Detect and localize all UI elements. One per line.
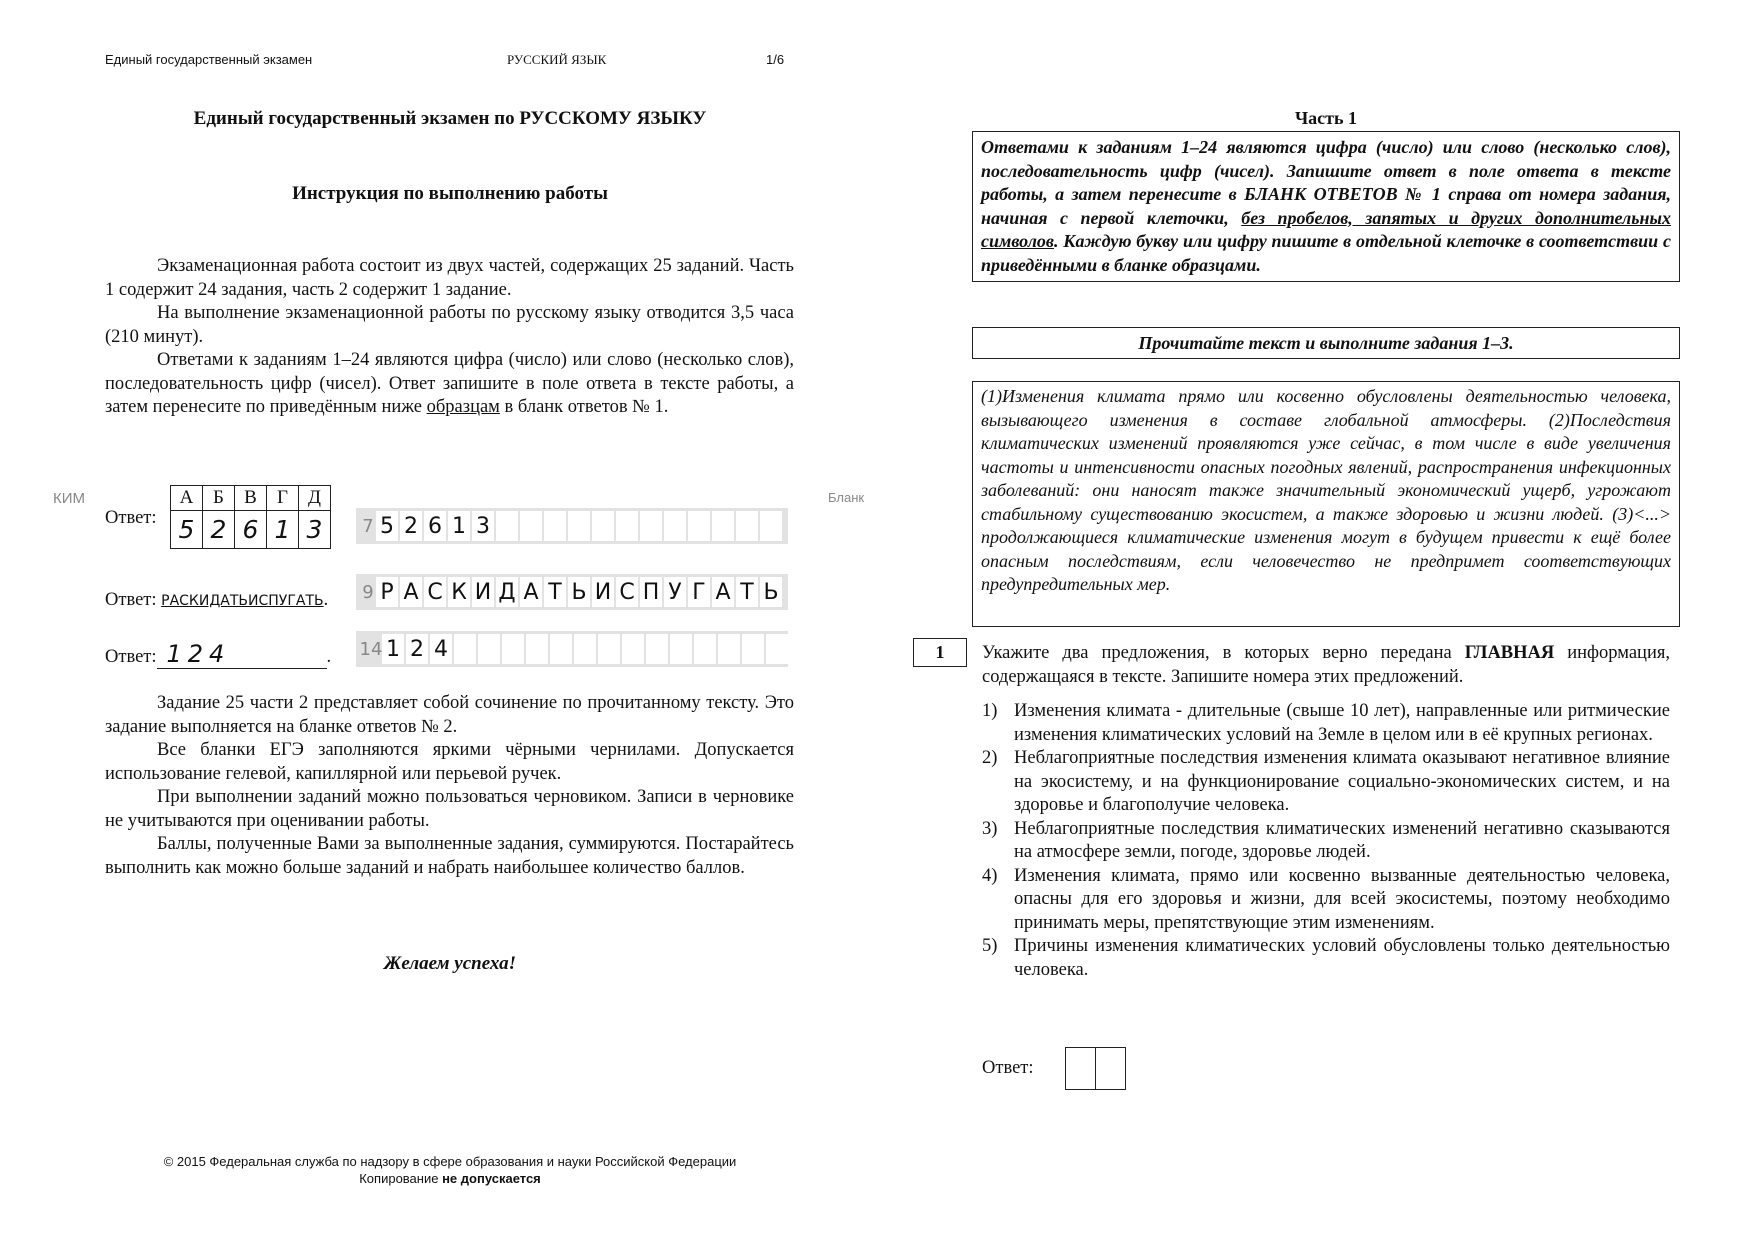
blank-cell: 1 [382,634,404,664]
blank-cell: И [472,577,494,607]
option-item [982,818,1670,865]
option-number: 2) [982,748,998,768]
header-page-number: 1/6 [766,52,785,67]
blank-cell: Р [376,577,398,607]
task-text-b: информация, содержащаяся в тексте. Запишите номера этих предложений. [982,643,1670,687]
blank-cell [616,511,638,541]
grid-letter-cell: Б [202,485,235,511]
blank-cell [574,634,596,664]
option-item [982,935,1670,982]
page-title: Единый государственный экзамен по РУССКОМУ ЯЗЫКУ [193,108,707,129]
example3-answer [105,640,331,669]
blank-cell [760,511,782,541]
instruction-heading: Инструкция по выполнению работы [292,183,608,204]
example2-answer-label: Ответ: [105,590,162,610]
part-title: Часть 1 [1294,108,1358,128]
header-subject: РУССКИЙ ЯЗЫК [507,52,607,67]
blank-cell [550,634,572,664]
blank-cell [664,511,686,541]
intro-text [105,255,794,420]
option-text: Неблагоприятные последствия изменения климата оказывают негативное влияние на экосистему, и на функционирование социально-экономических систем, и на здоровье и благополучие человека. [1014,748,1670,815]
blank-cell: 5 [376,511,398,541]
rules-paragraph-4: Баллы, полученные Вами за выполненные задания, суммируются. Постарайтесь выполнить как можно больше заданий и набрать наибольшее количество баллов. [105,834,794,878]
option-text: Причины изменения климатических условий обусловлены только деятельностью человека. [1014,936,1670,980]
blank-cell: П [640,577,662,607]
option-number: 4) [982,865,998,886]
blank-cell: Т [544,577,566,607]
option-item [982,747,1670,818]
example2-suffix: . [323,590,329,610]
blank-cell: Т [736,577,758,607]
blank-cell [718,634,740,664]
blank-cell [694,634,716,664]
option-number: 1) [982,701,998,721]
answer-cell-2[interactable] [1095,1047,1126,1090]
blank-cell: А [712,577,734,607]
blank-cell: 2 [406,634,428,664]
option-text: Неблагоприятные последствия климатических изменений негативно сказываются на атмосфере земли, погоде, здоровье людей. [1014,818,1670,862]
blank-label: Бланк [828,490,865,505]
example1-blank-row [356,508,788,544]
rules-paragraph-3: При выполнении заданий можно пользоваться черновиком. Записи в черновике не учитываются при оценивании работы. [105,787,794,831]
grid-digit-cell: 2 [202,510,235,549]
intro-paragraph-1: Экзаменационная работа состоит из двух частей, содержащих 25 заданий. Часть 1 содержит 24 задания, часть 2 содержит 1 задание. [105,256,794,300]
blank-cell [526,634,548,664]
blank-cell: Д [496,577,518,607]
p3-text-b: в бланк ответов № 1. [499,397,669,417]
blank-cell: С [616,577,638,607]
grid-digit-cell: 1 [266,510,299,549]
footer-copying-text: Копирование [359,1171,443,1186]
blank-cell [568,511,590,541]
blank-cell [592,511,614,541]
header-exam-name: Единый государственный экзамен [105,52,313,67]
example3-written-answer: 124 [157,640,327,669]
instructions-underlined: без пробелов, запятых и других дополнительных символов [981,207,1672,251]
good-luck-text: Желаем успеха! [383,953,517,974]
blank-cell: Ь [568,577,590,607]
rules-text [105,692,794,880]
blank-cell: И [592,577,614,607]
rules-paragraph-2: Все бланки ЕГЭ заполняются яркими чёрными чернилами. Допускается использование гелевой, капиллярной или перьевой ручек. [105,740,794,784]
blank-cell: Ь [760,577,782,607]
blank-cell [544,511,566,541]
blank-cell: Г [688,577,710,607]
blank-cell [622,634,644,664]
kim-label: КИМ [53,490,86,507]
grid-digit-cell: 6 [234,510,267,549]
grid-digit-cell: 5 [170,510,203,549]
blank-cell: У [664,577,686,607]
example1-letter-grid [171,485,331,549]
grid-letter-cell: В [234,485,267,511]
blank-cell [766,634,788,664]
footer-copying [105,1170,795,1187]
example3-suffix: . [326,647,332,667]
answer-cell-1[interactable] [1065,1047,1096,1090]
example3-blank-row [356,631,788,667]
blank-cell: 3 [472,511,494,541]
blank-cell: 6 [424,511,446,541]
grid-letter-cell: Д [298,485,331,511]
options-list [982,700,1670,982]
footer-copying-bold: не допускается [442,1171,541,1186]
blank-cell [520,511,542,541]
blank-cell [496,511,518,541]
option-item [982,865,1670,936]
blank-cell [478,634,500,664]
grid-digit-cell: 3 [298,510,331,549]
blank-cell [688,511,710,541]
instructions-text-b: . Каждую букву или цифру пишите в отдельной клеточке в соответствии с приведёнными в бланке образцами. [981,231,1671,275]
p3-text-a: Ответами к заданиям 1–24 являются цифра (число) или слово (несколько слов), последовательность цифр (чисел). Ответ запишите в поле ответа в тексте работы, а затем перенесите по приведённым ниже [105,350,794,417]
grid-letter-cell: Г [266,485,299,511]
example2-written-answer: РАСКИДАТЬИСПУГАТЬ [161,593,324,609]
read-task-box: Прочитайте текст и выполните задания 1–3. [972,327,1680,359]
task-answer-cells [1065,1047,1126,1090]
blank-cell [640,511,662,541]
blank-cell: 1 [448,511,470,541]
option-number: 5) [982,936,998,956]
intro-paragraph-2: На выполнение экзаменационной работы по русскому языку отводится 3,5 часа (210 минут). [105,303,794,347]
blank-cell: К [448,577,470,607]
grid-letter-cell: А [170,485,203,511]
blank-cell: А [400,577,422,607]
blank-row-number: 9 [362,581,374,603]
example2-answer [105,590,328,611]
example1-answer-label: Ответ: [105,508,157,528]
example3-answer-label: Ответ: [105,647,157,667]
option-text: Изменения климата, прямо или косвенно вызванные деятельностью человека, опасны для его здоровья и жизни, для всей экосистемы, поэтому необходимо принимать меры, препятствующие этим изменениям. [1014,865,1670,933]
blank-cell: С [424,577,446,607]
blank-cell [454,634,476,664]
samples-link: образцам [426,397,500,417]
task-statement [982,642,1670,689]
part-instructions-box [972,131,1680,282]
task-number-box: 1 [913,638,967,667]
task-answer-label: Ответ: [982,1058,1034,1078]
rules-paragraph-1: Задание 25 части 2 представляет собой сочинение по прочитанному тексту. Это задание выполняется на бланке ответов № 2. [105,693,794,737]
blank-cell: 2 [400,511,422,541]
blank-cell [712,511,734,541]
blank-cell [598,634,620,664]
blank-row-number: 14 [359,638,383,660]
instructions-text-a: Ответами к заданиям 1–24 являются цифра (число) или слово (несколько слов), последовательность цифр (чисел). Запишите ответ в поле ответа в тексте работы, а затем перенесите в БЛАНК ОТВЕТОВ № 1 справа от номера задания, начиная с первой клеточки, [981,137,1671,228]
intro-paragraph-3 [105,349,794,420]
blank-cell [670,634,692,664]
option-item [982,700,1670,747]
task-text-bold: ГЛАВНАЯ [1464,643,1555,663]
footer-copyright: © 2015 Федеральная служба по надзору в сфере образования и науки Российской Федерации [163,1154,737,1169]
blank-cell: 4 [430,634,452,664]
option-number: 3) [982,818,998,839]
blank-row-number: 7 [362,515,374,537]
blank-cell [742,634,764,664]
task-text-a: Укажите два предложения, в которых верно передана [982,643,1465,663]
source-text-box: (1)Изменения климата прямо или косвенно обусловлены деятельностью человека, вызывающего изменения в составе глобальной атмосферы. (2)Последствия климатических изменений проявляются уже сейчас, в том числе в виде увеличения частоты и интенсивности опасных погодных явлений, распространения инфекционных заболеваний: они наносят также значительный экономический ущерб, угрожают стабильному существованию экосистем, а также здоровью и жизни людей. (3)<...> продолжающиеся климатические изменения могут в будущем привести к ещё более опасным последствиям, если человечество не предпримет соответствующих предупредительных мер. [972,381,1680,627]
footer [105,1153,795,1187]
example2-blank-row [356,574,788,610]
option-text: Изменения климата - длительные (свыше 10 лет), направленные или ритмические изменения климатических условий на Земле в целом или в её крупных регионах. [1014,701,1670,745]
blank-cell: А [520,577,542,607]
blank-cell [736,511,758,541]
blank-cell [502,634,524,664]
blank-cell [646,634,668,664]
